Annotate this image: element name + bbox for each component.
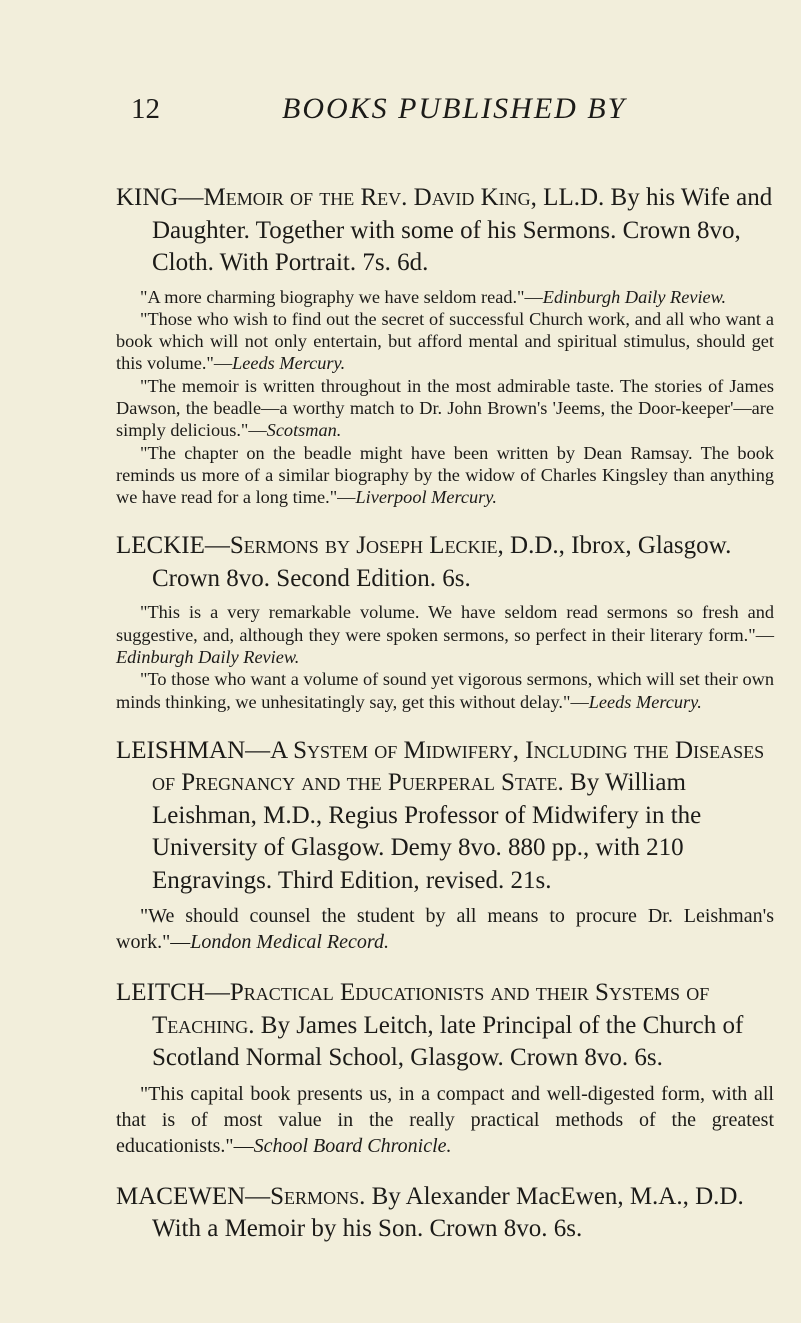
entry-author: KING	[116, 184, 179, 211]
review-source: London Medical Record.	[190, 931, 389, 954]
entry-author: LEITCH	[116, 979, 205, 1007]
review-quote: "This is a very remarkable volume. We have seldom read sermons so fresh and suggestive, and, although they were spoken sermons, so perfect in their literary form."—Edinburgh Daily Review.	[116, 602, 774, 668]
page-number: 12	[131, 93, 160, 125]
entry-heading	[116, 1181, 774, 1246]
entry-title: —Practical Educationists and their Systems of Teaching.	[152, 979, 710, 1039]
review-source: School Board Chronicle.	[253, 1134, 452, 1157]
book-entry-macewen	[116, 1181, 774, 1246]
entry-heading	[116, 977, 774, 1075]
entry-author: MACEWEN	[116, 1182, 246, 1210]
entry-title: —Sermons by Joseph Leckie, D.D.,	[204, 532, 565, 560]
review-source: Edinburgh Daily Review.	[542, 286, 727, 307]
review-quote: "To those who want a volume of sound yet vigorous sermons, which will set their own minds thinking, we unhesitatingly say, get this without delay."—Leeds Mercury.	[116, 669, 774, 712]
review-source: Leeds Mercury.	[232, 353, 346, 374]
entry-details: Ibrox, Glasgow. Crown 8vo. Second Edition. 6s.	[152, 532, 732, 592]
entry-details: By Alexander MacEwen, M.A., D.D. With a Memoir by his Son. Crown 8vo. 6s.	[152, 1182, 744, 1243]
entry-author: LECKIE	[116, 532, 205, 560]
entry-heading	[116, 735, 774, 898]
review-quote: "We should counsel the student by all means to procure Dr. Leishman's work."—London Medical Record.	[116, 905, 774, 954]
review-quote: "A more charming biography we have seldom read."—Edinburgh Daily Review.	[140, 286, 727, 307]
entry-title: —Sermons.	[245, 1182, 366, 1210]
entry-details: By his Wife and Daughter. Together with some of his Sermons. Crown 8vo, Cloth. With Portrait. 7s. 6d.	[152, 184, 773, 276]
review-source: Leeds Mercury.	[588, 691, 702, 712]
review-source: Liverpool Mercury.	[355, 487, 497, 508]
entry-details: By James Leitch, late Principal of the Church of Scotland Normal School, Glasgow. Crown 8vo. 6s.	[152, 1011, 744, 1072]
catalogue-entries	[116, 182, 774, 1268]
entry-author: LEISHMAN	[116, 736, 246, 764]
review-source: Edinburgh Daily Review.	[116, 647, 300, 668]
review-quote: "The memoir is written throughout in the most admirable taste. The stories of James Dawson, the beadle—a worthy match to Dr. John Brown's 'Jeems, the Door-keeper'—are simply delicious."—Scotsman.	[116, 375, 774, 441]
book-entry-leitch	[116, 977, 774, 1159]
review-quote: "Those who wish to find out the secret of successful Church work, and all who want a book which will not only entertain, but afford mental and spiritual stimulus, should get this volume."—Leeds Mercury.	[116, 308, 774, 374]
review-quote: "This capital book presents us, in a compact and well-digested form, with all that is of most value in the really practical methods of the greatest educationists."—School Board Chronicle.	[116, 1082, 774, 1157]
entry-heading	[116, 530, 774, 595]
book-entry-leishman	[116, 735, 774, 956]
entry-title: —A System of Midwifery, Including the Diseases of Pregnancy and the Puerperal State.	[152, 736, 765, 797]
book-entry-leckie	[116, 530, 774, 712]
book-entry-king	[116, 182, 774, 508]
review-source: Scotsman.	[266, 420, 342, 441]
entry-title: —Memoir of the Rev. David King, LL.D.	[178, 184, 605, 211]
entry-details: By William Leishman, M.D., Regius Professor of Midwifery in the University of Glasgow. Demy 8vo. 880 pp., with 210 Engravings. Third Edition, revised. 21s.	[152, 769, 702, 894]
entry-heading	[116, 182, 774, 280]
running-head: BOOKS PUBLISHED BY	[282, 92, 627, 125]
review-quote: "The chapter on the beadle might have been written by Dean Ramsay. The book reminds us more of a similar biography by the widow of Charles Kingsley than anything we have read for a long time."—Liverpool Mercury.	[116, 442, 774, 508]
